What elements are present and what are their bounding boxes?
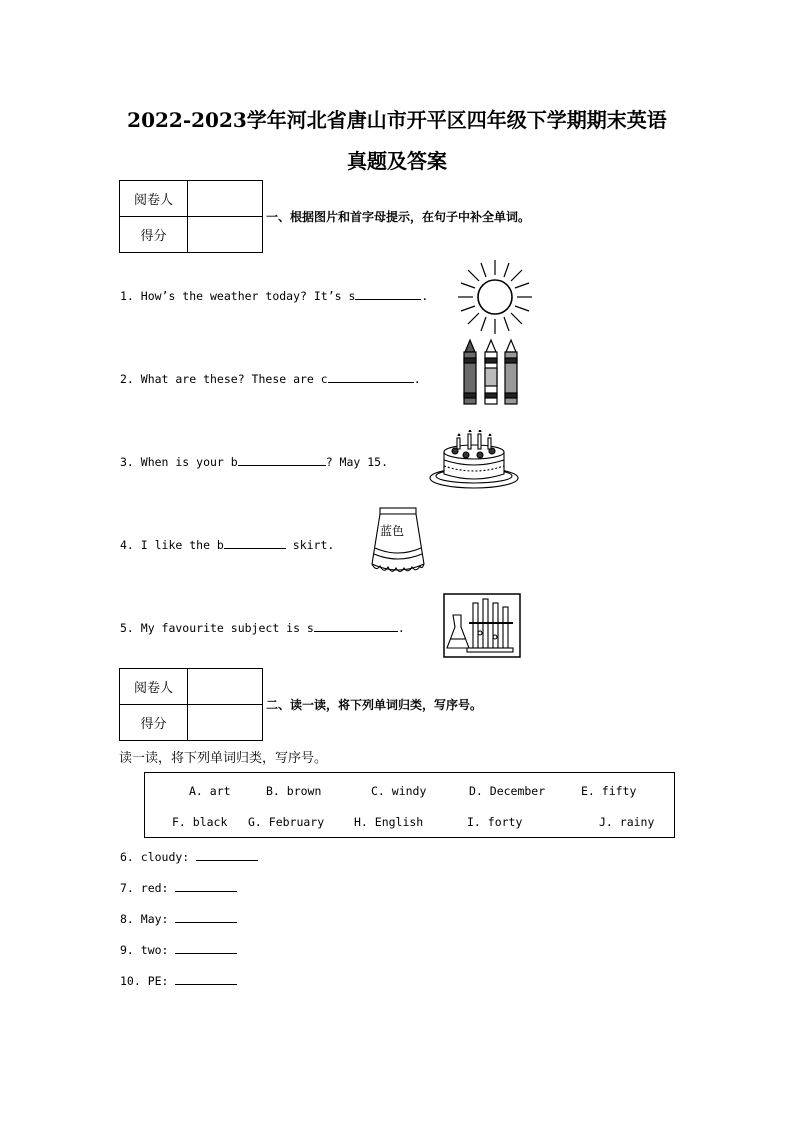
question-10 <box>120 973 237 988</box>
score-label: 得分 <box>120 217 188 253</box>
question-2 <box>120 371 421 386</box>
answer-blank-2[interactable] <box>328 371 414 383</box>
crayons-icon <box>460 338 526 408</box>
reviewer-label-2: 阅卷人 <box>120 669 188 705</box>
answer-blank-1[interactable] <box>355 288 421 300</box>
answer-blank-5[interactable] <box>314 620 398 632</box>
section1-heading: 一、根据图片和首字母提示，在句子中补全单词。 <box>266 210 531 224</box>
question-1 <box>120 288 428 303</box>
answer-blank-4[interactable] <box>224 537 286 549</box>
option-d: D. December <box>469 784 546 798</box>
score-table-2 <box>119 668 263 741</box>
word-option-box <box>144 772 675 838</box>
answer-blank-3[interactable] <box>238 454 326 466</box>
question-5-end: . <box>397 621 405 635</box>
question-3-end: ? May 15. <box>325 455 389 469</box>
option-j: J. rainy <box>599 815 655 829</box>
question-6 <box>120 849 258 864</box>
question-4-end: skirt. <box>285 538 335 552</box>
science-lab-icon <box>443 593 521 658</box>
answer-blank-6[interactable] <box>196 849 258 861</box>
reviewer-field-2[interactable] <box>188 669 263 705</box>
answer-blank-9[interactable] <box>175 942 237 954</box>
option-b: B. brown <box>266 784 322 798</box>
question-10-text: 10. PE: <box>120 974 169 988</box>
option-f: F. black <box>172 815 228 829</box>
reviewer-field[interactable] <box>188 181 263 217</box>
page-title-line2: 真题及答案 <box>347 149 447 173</box>
score-table-1 <box>119 180 263 253</box>
question-4 <box>120 537 334 552</box>
option-e: E. fifty <box>581 784 637 798</box>
option-i: I. forty <box>467 815 523 829</box>
option-h: H. English <box>354 815 424 829</box>
birthday-cake-icon <box>428 430 520 492</box>
option-g: G. February <box>248 815 325 829</box>
reviewer-label: 阅卷人 <box>120 181 188 217</box>
question-3-text: 3. When is your b <box>120 455 238 469</box>
section2-heading: 二、读一读，将下列单词归类，写序号。 <box>266 698 483 712</box>
question-3 <box>120 454 388 469</box>
blue-skirt-icon <box>366 506 430 578</box>
page-title-line1: 2022-2023学年河北省唐山市开平区四年级下学期期末英语 <box>127 108 667 132</box>
question-1-end: . <box>421 289 429 303</box>
sun-icon <box>456 258 534 336</box>
option-a: A. art <box>189 784 231 798</box>
score-field[interactable] <box>188 217 263 253</box>
question-2-text: 2. What are these? These are c <box>120 372 328 386</box>
answer-blank-8[interactable] <box>175 911 237 923</box>
question-1-text: 1. How’s the weather today? It’s s <box>120 289 356 303</box>
skirt-label: 蓝色 <box>380 524 405 538</box>
question-8 <box>120 911 237 926</box>
question-6-text: 6. cloudy: <box>120 850 190 864</box>
question-7-text: 7. red: <box>120 881 169 895</box>
question-5 <box>120 620 405 635</box>
question-5-text: 5. My favourite subject is s <box>120 621 314 635</box>
question-9 <box>120 942 237 957</box>
question-2-end: . <box>413 372 421 386</box>
score-field-2[interactable] <box>188 705 263 741</box>
answer-blank-10[interactable] <box>175 973 237 985</box>
question-8-text: 8. May: <box>120 912 169 926</box>
option-c: C. windy <box>371 784 427 798</box>
question-4-text: 4. I like the b <box>120 538 224 552</box>
section2-instruction: 读一读，将下列单词归类，写序号。 <box>119 751 328 766</box>
question-9-text: 9. two: <box>120 943 169 957</box>
question-7 <box>120 880 237 895</box>
score-label-2: 得分 <box>120 705 188 741</box>
answer-blank-7[interactable] <box>175 880 237 892</box>
